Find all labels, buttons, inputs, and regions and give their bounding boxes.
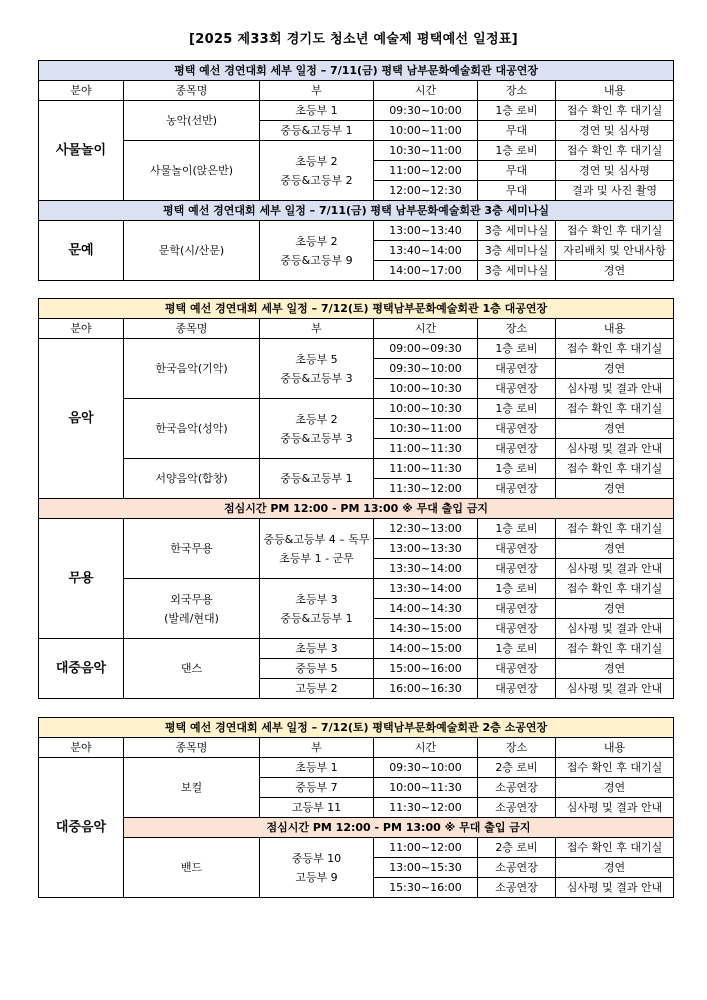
col-event: 종목명 [124,738,260,758]
category-cell: 음악 [39,339,124,499]
schedule-table-0712-small-hall [38,717,674,898]
time-cell: 09:30~10:00 [374,758,478,778]
division-cell: 초등부 1 [260,101,374,121]
place-cell: 대공연장 [478,539,556,559]
col-division: 부 [260,81,374,101]
table-row [39,639,674,659]
time-cell: 15:30~16:00 [374,878,478,898]
content-cell: 심사평 및 결과 안내 [556,379,674,399]
column-header-row [39,319,674,339]
division-line: 초등부 2 [295,154,338,168]
time-cell: 09:30~10:00 [374,101,478,121]
division-cell: 중등&고등부 1 [260,459,374,499]
place-cell: 1층 로비 [478,399,556,419]
division-cell: 고등부 11 [260,798,374,818]
content-cell: 경연 [556,261,674,281]
col-place: 장소 [478,738,556,758]
column-header-row [39,81,674,101]
table-row [39,838,674,858]
content-cell: 접수 확인 후 대기실 [556,758,674,778]
division-line: 중등&고등부 3 [280,371,353,385]
division-line: 고등부 9 [295,870,338,884]
col-place: 장소 [478,81,556,101]
place-cell: 1층 로비 [478,141,556,161]
content-cell: 경연 및 심사평 [556,121,674,141]
division-cell: 중등&고등부 1 [260,121,374,141]
place-cell: 소공연장 [478,798,556,818]
content-cell: 접수 확인 후 대기실 [556,399,674,419]
col-time: 시간 [374,738,478,758]
content-cell: 경연 [556,778,674,798]
col-field: 분야 [39,319,124,339]
place-cell: 무대 [478,181,556,201]
time-cell: 11:00~12:00 [374,161,478,181]
table-row [39,758,674,778]
time-cell: 10:00~11:30 [374,778,478,798]
lunch-notice: 점심시간 PM 12:00 - PM 13:00 ※ 무대 출입 금지 [124,818,674,838]
category-cell: 무용 [39,519,124,639]
event-cell: 한국음악(기악) [124,339,260,399]
place-cell: 무대 [478,121,556,141]
time-cell: 14:30~15:00 [374,619,478,639]
content-cell: 경연 [556,479,674,499]
table-row [39,519,674,539]
col-content: 내용 [556,81,674,101]
place-cell: 대공연장 [478,599,556,619]
place-cell: 2층 로비 [478,838,556,858]
time-cell: 13:00~15:30 [374,858,478,878]
content-cell: 접수 확인 후 대기실 [556,459,674,479]
place-cell: 소공연장 [478,878,556,898]
section-header: 평택 예선 경연대회 세부 일정 – 7/11(금) 평택 남부문화예술회관 대공연장 [39,61,674,81]
section-header: 평택 예선 경연대회 세부 일정 – 7/12(토) 평택남부문화예술회관 2층 소공연장 [39,718,674,738]
place-cell: 대공연장 [478,379,556,399]
content-cell: 접수 확인 후 대기실 [556,519,674,539]
content-cell: 경연 [556,539,674,559]
content-cell: 접수 확인 후 대기실 [556,639,674,659]
col-place: 장소 [478,319,556,339]
table-row [39,399,674,419]
event-cell: 문학(시/산문) [124,221,260,281]
schedule-table-0711 [38,60,674,281]
division-cell [260,339,374,399]
table-row [39,221,674,241]
division-cell [260,838,374,898]
content-cell: 심사평 및 결과 안내 [556,679,674,699]
content-cell: 경연 [556,359,674,379]
category-cell: 문예 [39,221,124,281]
place-cell: 3층 세미나실 [478,261,556,281]
event-cell [124,579,260,639]
place-cell: 대공연장 [478,659,556,679]
content-cell: 심사평 및 결과 안내 [556,619,674,639]
category-cell: 사물놀이 [39,101,124,201]
place-cell: 1층 로비 [478,101,556,121]
time-cell: 09:30~10:00 [374,359,478,379]
col-event: 종목명 [124,81,260,101]
section-header: 평택 예선 경연대회 세부 일정 – 7/11(금) 평택 남부문화예술회관 3층 세미나실 [39,201,674,221]
division-line: 중등&고등부 4 – 독무 [263,532,370,546]
division-cell: 중등부 5 [260,659,374,679]
col-field: 분야 [39,81,124,101]
time-cell: 11:30~12:00 [374,479,478,499]
event-cell: 한국무용 [124,519,260,579]
col-event: 종목명 [124,319,260,339]
division-line: 중등&고등부 3 [280,431,353,445]
event-line: (발레/현대) [164,611,219,625]
time-cell: 10:00~10:30 [374,399,478,419]
division-cell [260,579,374,639]
division-line: 초등부 2 [295,234,338,248]
content-cell: 접수 확인 후 대기실 [556,141,674,161]
division-line: 초등부 2 [295,412,338,426]
place-cell: 1층 로비 [478,339,556,359]
schedule-table-0712-main-hall [38,298,674,699]
division-line: 중등&고등부 9 [280,253,353,267]
place-cell: 대공연장 [478,439,556,459]
event-cell: 댄스 [124,639,260,699]
content-cell: 심사평 및 결과 안내 [556,878,674,898]
content-cell: 경연 [556,419,674,439]
content-cell: 접수 확인 후 대기실 [556,339,674,359]
col-content: 내용 [556,738,674,758]
content-cell: 심사평 및 결과 안내 [556,559,674,579]
category-cell: 대중음악 [39,758,124,898]
lunch-notice: 점심시간 PM 12:00 - PM 13:00 ※ 무대 출입 금지 [39,499,674,519]
place-cell: 무대 [478,161,556,181]
event-cell: 서양음악(합창) [124,459,260,499]
content-cell: 자리배치 및 안내사항 [556,241,674,261]
place-cell: 1층 로비 [478,459,556,479]
page-title: [2025 제33회 경기도 청소년 예술제 평택예선 일정표] [189,32,518,47]
content-cell: 경연 [556,858,674,878]
place-cell: 2층 로비 [478,758,556,778]
time-cell: 12:30~13:00 [374,519,478,539]
col-content: 내용 [556,319,674,339]
event-cell: 밴드 [124,838,260,898]
time-cell: 15:00~16:00 [374,659,478,679]
division-cell: 초등부 3 [260,639,374,659]
table-row [39,141,674,161]
division-cell: 고등부 2 [260,679,374,699]
time-cell: 11:00~12:00 [374,838,478,858]
time-cell: 13:30~14:00 [374,559,478,579]
event-line: 외국무용 [170,592,213,606]
col-time: 시간 [374,319,478,339]
place-cell: 소공연장 [478,778,556,798]
division-line: 중등&고등부 2 [280,173,353,187]
time-cell: 11:00~11:30 [374,459,478,479]
time-cell: 11:30~12:00 [374,798,478,818]
time-cell: 13:30~14:00 [374,579,478,599]
place-cell: 1층 로비 [478,519,556,539]
event-cell: 농악(선반) [124,101,260,141]
time-cell: 13:00~13:30 [374,539,478,559]
content-cell: 심사평 및 결과 안내 [556,439,674,459]
division-line: 중등&고등부 1 [280,611,353,625]
division-cell: 중등부 7 [260,778,374,798]
place-cell: 소공연장 [478,858,556,878]
col-time: 시간 [374,81,478,101]
time-cell: 09:00~09:30 [374,339,478,359]
time-cell: 10:30~11:00 [374,141,478,161]
time-cell: 14:00~14:30 [374,599,478,619]
content-cell: 접수 확인 후 대기실 [556,101,674,121]
event-cell: 한국음악(성악) [124,399,260,459]
time-cell: 10:00~10:30 [374,379,478,399]
division-line: 초등부 3 [295,592,338,606]
time-cell: 13:00~13:40 [374,221,478,241]
place-cell: 대공연장 [478,619,556,639]
time-cell: 14:00~15:00 [374,639,478,659]
place-cell: 대공연장 [478,679,556,699]
place-cell: 대공연장 [478,359,556,379]
time-cell: 13:40~14:00 [374,241,478,261]
place-cell: 3층 세미나실 [478,221,556,241]
event-cell: 사물놀이(앉은반) [124,141,260,201]
content-cell: 결과 및 사진 촬영 [556,181,674,201]
col-field: 분야 [39,738,124,758]
content-cell: 경연 [556,599,674,619]
section-header: 평택 예선 경연대회 세부 일정 – 7/12(토) 평택남부문화예술회관 1층 대공연장 [39,299,674,319]
division-cell: 초등부 1 [260,758,374,778]
table-row [39,459,674,479]
division-cell [260,221,374,281]
content-cell: 접수 확인 후 대기실 [556,838,674,858]
time-cell: 10:00~11:00 [374,121,478,141]
content-cell: 접수 확인 후 대기실 [556,579,674,599]
division-line: 초등부 5 [295,352,338,366]
division-cell [260,519,374,579]
place-cell: 1층 로비 [478,639,556,659]
time-cell: 16:00~16:30 [374,679,478,699]
place-cell: 대공연장 [478,479,556,499]
content-cell: 접수 확인 후 대기실 [556,221,674,241]
division-line: 초등부 1 - 군무 [279,551,354,565]
division-line: 중등부 10 [291,851,342,865]
time-cell: 10:30~11:00 [374,419,478,439]
place-cell: 대공연장 [478,559,556,579]
col-division: 부 [260,319,374,339]
category-cell: 대중음악 [39,639,124,699]
place-cell: 3층 세미나실 [478,241,556,261]
division-cell [260,399,374,459]
table-row [39,579,674,599]
time-cell: 14:00~17:00 [374,261,478,281]
content-cell: 경연 [556,659,674,679]
time-cell: 11:00~11:30 [374,439,478,459]
place-cell: 대공연장 [478,419,556,439]
time-cell: 12:00~12:30 [374,181,478,201]
column-header-row [39,738,674,758]
table-row [39,101,674,121]
place-cell: 1층 로비 [478,579,556,599]
content-cell: 심사평 및 결과 안내 [556,798,674,818]
content-cell: 경연 및 심사평 [556,161,674,181]
event-cell: 보컬 [124,758,260,818]
division-cell [260,141,374,201]
table-row [39,339,674,359]
col-division: 부 [260,738,374,758]
